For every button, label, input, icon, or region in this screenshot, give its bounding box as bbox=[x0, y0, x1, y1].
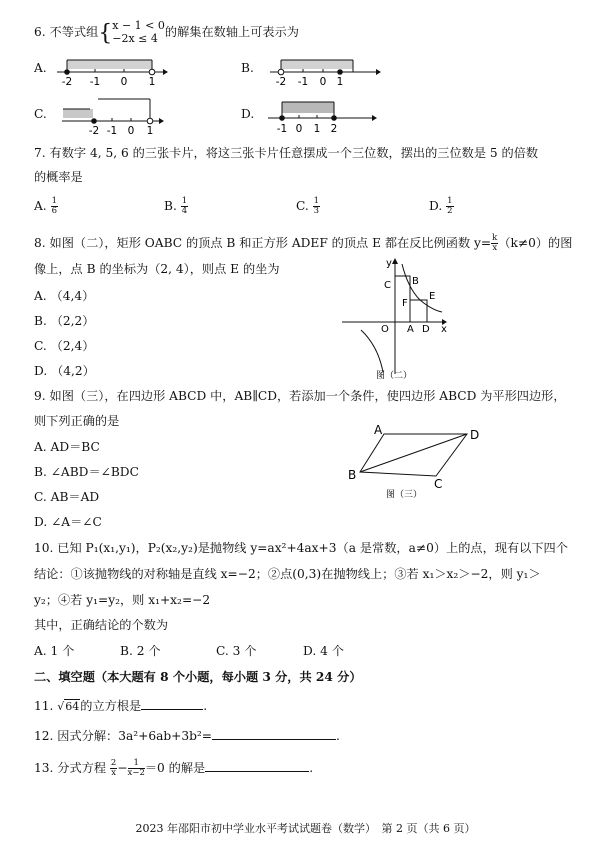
q7-option-c[interactable]: C. $\frac{1}{3}$ bbox=[296, 196, 320, 216]
q10-stem-line1: 10. 已知 P₁(x₁,y₁)，P₂(x₂,y₂)是抛物线 y=ax²+4ax+3（a 是常数，a≠0）上的点，现有以下四个 bbox=[34, 541, 568, 555]
section2-title: 二、填空题（本大题有 8 个小题，每小题 3 分，共 24 分） bbox=[34, 670, 362, 684]
fig3-label-a: A bbox=[374, 423, 383, 437]
q6-option-c-numberline[interactable] bbox=[60, 96, 170, 138]
tick-label: 0 bbox=[127, 125, 135, 137]
q8-option-c[interactable]: C. （2,4） bbox=[34, 339, 95, 353]
q9-figure bbox=[344, 420, 494, 502]
tick-label: 0 bbox=[120, 76, 128, 88]
q13-answer-blank[interactable] bbox=[205, 761, 309, 772]
q7-option-a[interactable]: A. $\frac{1}{6}$ bbox=[34, 196, 57, 216]
q13-stem: 13. 分式方程 $\frac{2}{x}$ − $\frac{1}{x-2}$ ＝0 的解是 . bbox=[34, 758, 314, 778]
q8-stem-line2: 像上，点 B 的坐标为（2, 4），则点 E 的坐为 bbox=[34, 262, 280, 276]
q7-stem-line1: 7. 有数字 4, 5, 6 的三张卡片，将这三张卡片任意摆成一个三位数，摆出的三位数是 5 的倍数 bbox=[34, 146, 539, 160]
fig2-label-o: O bbox=[381, 324, 389, 335]
fig2-label-d: D bbox=[422, 324, 430, 335]
fig3-label-d: D bbox=[470, 428, 480, 442]
tick-label: 1 bbox=[313, 123, 321, 135]
tick-label: -1 bbox=[106, 125, 118, 137]
q9-option-d[interactable]: D. ∠A＝∠C bbox=[34, 515, 102, 529]
q6-option-c-label[interactable]: C. bbox=[34, 107, 47, 121]
q10-option-d[interactable]: D. 4 个 bbox=[303, 644, 344, 658]
fig3-caption: 图（三） bbox=[386, 490, 423, 500]
q12-answer-blank[interactable] bbox=[212, 729, 336, 740]
fig2-label-e: E bbox=[429, 291, 436, 302]
fig3-label-b: B bbox=[348, 468, 357, 482]
q9-stem-line2: 则下列正确的是 bbox=[34, 414, 120, 428]
tick-label: 2 bbox=[330, 123, 338, 135]
tick-label: -1 bbox=[276, 123, 288, 135]
q9-option-a[interactable]: A. AD＝BC bbox=[34, 440, 100, 454]
q7-option-b[interactable]: B. $\frac{1}{4}$ bbox=[164, 196, 188, 216]
fig3-label-c: C bbox=[434, 477, 443, 491]
q8-option-b[interactable]: B. （2,2） bbox=[34, 314, 95, 328]
q10-stem-line2: 结论：①该抛物线的对称轴是直线 x=−2；②点(0,3)在抛物线上；③若 x₁＞x₂＞−2，则 y₁＞ bbox=[34, 567, 541, 581]
tick-label: -2 bbox=[61, 76, 73, 88]
tick-label: 1 bbox=[148, 76, 156, 88]
fig2-label-a: A bbox=[407, 324, 414, 335]
q6-option-b-numberline[interactable] bbox=[268, 50, 383, 90]
fig2-label-f: F bbox=[402, 298, 408, 309]
q10-stem-line3: y₂；④若 y₁=y₂，则 x₁+x₂=−2 bbox=[34, 593, 211, 607]
q7-option-d[interactable]: D. $\frac{1}{2}$ bbox=[429, 196, 453, 216]
q10-option-c[interactable]: C. 3 个 bbox=[216, 644, 257, 658]
q6-option-d-label[interactable]: D. bbox=[241, 107, 255, 121]
q10-option-a[interactable]: A. 1 个 bbox=[34, 644, 75, 658]
q8-stem-line1: 8. 如图（二），矩形 OABC 的顶点 B 和正方形 ADEF 的顶点 E 都在反比例函数 y= $\frac{k}{x}$ （k≠0）的图 bbox=[34, 233, 573, 253]
tick-label: -2 bbox=[275, 76, 287, 88]
q6-option-a-label[interactable]: A. bbox=[34, 61, 47, 75]
fig2-label-c: C bbox=[384, 280, 391, 291]
q9-option-c[interactable]: C. AB＝AD bbox=[34, 490, 100, 504]
q12-stem: 12. 因式分解：3a²+6ab+3b²= . bbox=[34, 729, 340, 743]
q8-figure bbox=[338, 254, 458, 382]
q11-stem: 11. √64的立方根是 . bbox=[34, 699, 208, 713]
tick-label: -2 bbox=[88, 125, 100, 137]
tick-label: 0 bbox=[295, 123, 303, 135]
q9-option-b[interactable]: B. ∠ABD＝∠BDC bbox=[34, 465, 139, 479]
q6-stem: 6. 不等式组{ x − 1 < 0 −2x ≤ 4 的解集在数轴上可表示为 bbox=[34, 19, 299, 47]
q6-option-b-label[interactable]: B. bbox=[241, 61, 254, 75]
tick-label: 1 bbox=[146, 125, 154, 137]
tick-label: 1 bbox=[336, 76, 344, 88]
tick-label: -1 bbox=[89, 76, 101, 88]
page-footer: 2023 年邵阳市初中学业水平考试试题卷（数学） 第 2 页（共 6 页） bbox=[135, 822, 476, 835]
q6-option-a-numberline[interactable] bbox=[55, 50, 170, 90]
fig2-caption: 图（二） bbox=[376, 371, 413, 381]
q7-stem-line2: 的概率是 bbox=[34, 170, 83, 184]
fig2-label-x: x bbox=[441, 324, 447, 335]
q9-stem-line1: 9. 如图（三），在四边形 ABCD 中，AB∥CD，若添加一个条件，使四边形 ABCD 为平形四边形， bbox=[34, 389, 566, 403]
fig2-label-y: y bbox=[386, 258, 392, 269]
tick-label: -1 bbox=[297, 76, 309, 88]
fig2-label-b: B bbox=[412, 276, 419, 287]
q10-stem-line4: 其中，正确结论的个数为 bbox=[34, 618, 169, 632]
q6-option-d-numberline[interactable] bbox=[266, 96, 378, 138]
q10-option-b[interactable]: B. 2 个 bbox=[120, 644, 161, 658]
tick-label: 0 bbox=[319, 76, 327, 88]
q8-option-a[interactable]: A. （4,4） bbox=[34, 289, 95, 303]
q11-answer-blank[interactable] bbox=[141, 699, 203, 710]
q8-option-d[interactable]: D. （4,2） bbox=[34, 364, 95, 378]
